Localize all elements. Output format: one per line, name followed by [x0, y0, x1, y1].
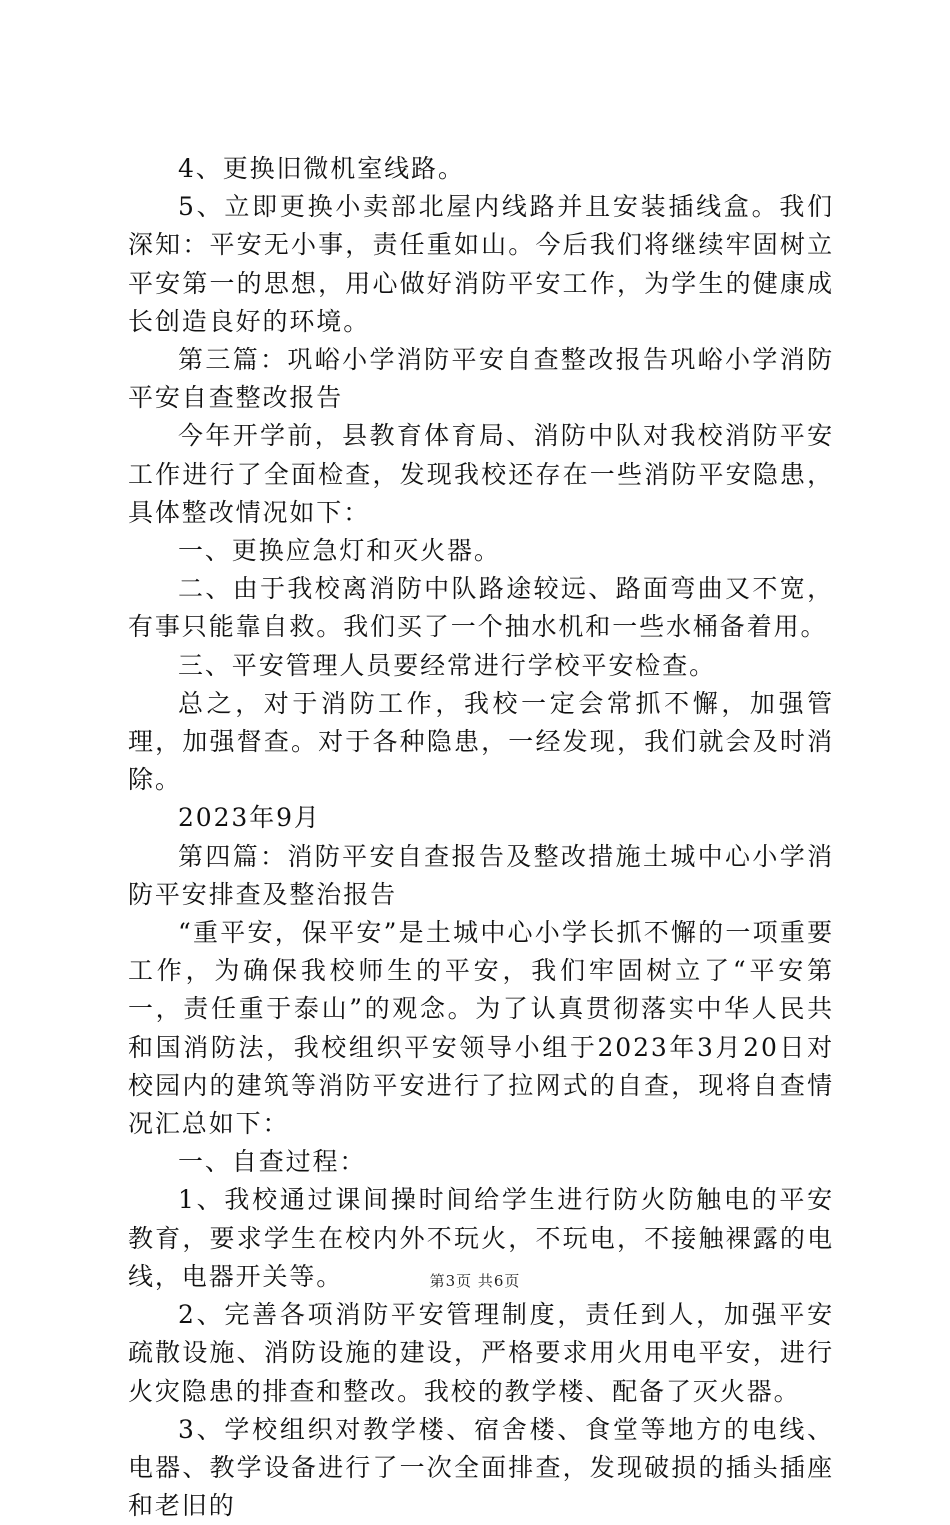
- section-heading: 第四篇：消防平安自查报告及整改措施土城中心小学消防平安排查及整治报告: [128, 841, 834, 909]
- paragraph: 总之，对于消防工作，我校一定会常抓不懈，加强管理，加强督查。对于各种隐患，一经发现，我们就会及时消除。: [128, 688, 834, 795]
- section-heading: 第三篇：巩峪小学消防平安自查整改报告巩峪小学消防平安自查整改报告: [128, 345, 834, 413]
- date-line: 2023年9月: [178, 803, 321, 833]
- paragraph: 2、完善各项消防平安管理制度，责任到人，加强平安疏散设施、消防设施的建设，严格要求用火用电平安，进行火灾隐患的排查和整改。我校的教学楼、配备了灭火器。: [128, 1300, 834, 1406]
- paragraph: 1、我校通过课间操时间给学生进行防火防触电的平安教育，要求学生在校内外不玩火，不玩电，不接触裸露的电线，电器开关等。: [128, 1185, 834, 1291]
- paragraph: 一、自查过程：: [178, 1147, 367, 1177]
- paragraph: 二、由于我校离消防中队路途较远、路面弯曲又不宽，有事只能靠自救。我们买了一个抽水机和一些水桶备着用。: [128, 574, 834, 642]
- paragraph: “重平安，保平安”是土城中心小学长抓不懈的一项重要工作，为确保我校师生的平安，我们牢固树立了“平安第一，责任重于泰山”的观念。为了认真贯彻落实中华人民共和国消防法，我校组织平安领导小组于2023年3月20日对校园内的建筑等消防平安进行了拉网式的自查，现将自查情况汇总如下：: [128, 918, 834, 1139]
- paragraph: 今年开学前，县教育体育局、消防中队对我校消防平安工作进行了全面检查，发现我校还存在一些消防平安隐患，具体整改情况如下：: [128, 421, 834, 527]
- paragraph: 一、更换应急灯和灭火器。: [178, 536, 501, 566]
- paragraph: 4、更换旧微机室线路。: [178, 154, 465, 183]
- document-body: [128, 150, 834, 1525]
- page-number-footer: 第3页 共6页: [429, 1272, 521, 1290]
- paragraph: 5、立即更换小卖部北屋内线路并且安装插线盒。我们深知：平安无小事，责任重如山。今后我们将继续牢固树立平安第一的思想，用心做好消防平安工作，为学生的健康成长创造良好的环境。: [128, 192, 834, 336]
- paragraph: 3、学校组织对教学楼、宿舍楼、食堂等地方的电线、电器、教学设备进行了一次全面排查，发现破损的插头插座和老旧的: [128, 1414, 834, 1521]
- paragraph: 三、平安管理人员要经常进行学校平安检查。: [178, 650, 717, 680]
